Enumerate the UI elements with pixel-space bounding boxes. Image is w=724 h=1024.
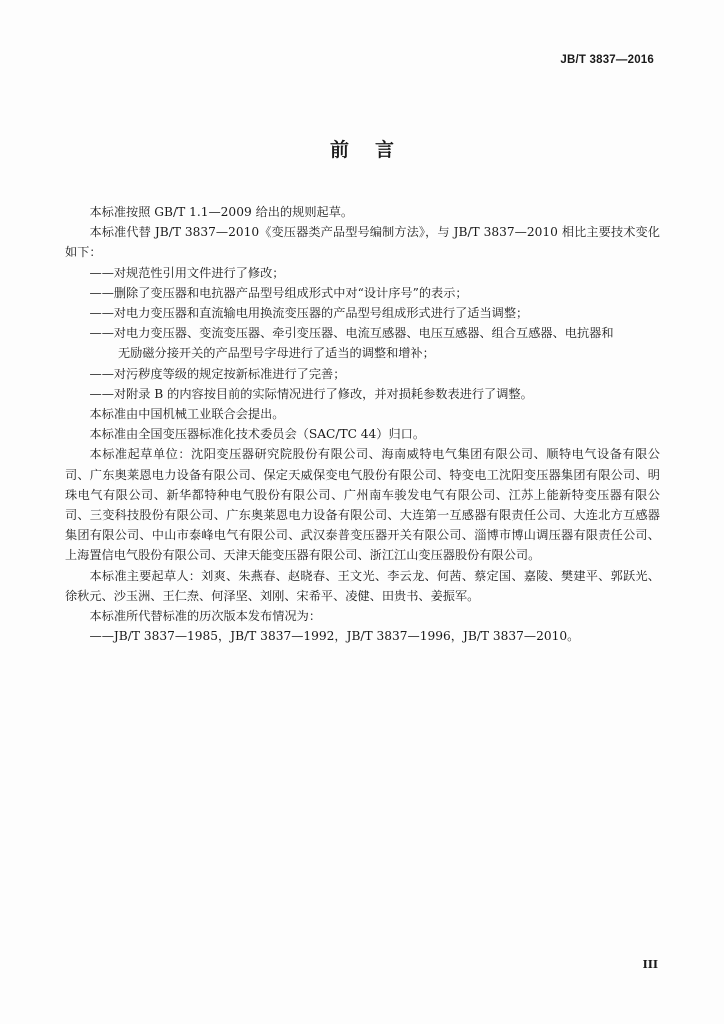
change-item: ——删除了变压器和电抗器产品型号组成形式中对“设计序号”的表示；	[89, 285, 468, 300]
paragraph-history-intro: 本标准所代替标准的历次版本发布情况为：	[89, 609, 322, 624]
change-item: ——对附录 B 的内容按目前的实际情况进行了修改，并对损耗参数表进行了调整。	[89, 386, 533, 401]
paragraph-replaces: 本标准代替 JB/T 3837—2010《变压器类产品型号编制方法》，与 JB/T 3837—2010 相比主要技术变化如下：	[65, 225, 660, 260]
paragraph-drafting-rules: 本标准按照 GB/T 1.1—2009 给出的规则起草。	[89, 205, 354, 219]
change-item: ——对电力变压器、变流变压器、牵引变压器、电流互感器、电压互感器、组合互感器、电抗器和	[89, 326, 614, 341]
change-item: ——对电力变压器和直流输电用换流变压器的产品型号组成形式进行了适当调整；	[89, 306, 529, 321]
paragraph-drafting-units: 本标准起草单位：沈阳变压器研究院股份有限公司、海南威特电气集团有限公司、顺特电气设备有限公司、广东奥莱恩电力设备有限公司、保定天威保变电气股份有限公司、特变电工沈阳变压器集团有限公司、明珠电气有限公司、新华都特种电气股份有限公司、广州南车骏发电气有限公司、江苏上能新特变压器有限公司、三变科技股份有限公司、广东奥莱恩电力设备有限公司、大连第一互感器有限责任公司、大连北方互感器集团有限公司、中山市泰峰电气有限公司、武汉泰普变压器开关有限公司、淄博市博山调压器有限责任公司、上海置信电气股份有限公司、天津天能变压器有限公司、浙江江山变压器股份有限公司。	[65, 447, 660, 563]
paragraph-under-jurisdiction: 本标准由全国变压器标准化技术委员会（SAC/TC 44）归口。	[89, 427, 426, 442]
change-item-continuation: 无励磁分接开关的产品型号字母进行了适当的调整和增补；	[118, 346, 435, 361]
paragraph-proposed-by: 本标准由中国机械工业联合会提出。	[89, 407, 285, 422]
page-number: III	[642, 958, 658, 971]
page-title: 前言	[329, 139, 420, 161]
change-item: ——对规范性引用文件进行了修改；	[89, 265, 285, 280]
document-body	[65, 202, 660, 646]
standard-code: JB/T 3837—2016	[560, 54, 654, 66]
history-item: ——JB/T 3837—1985，JB/T 3837—1992，JB/T 3837—1996，JB/T 3837—2010。	[89, 629, 580, 644]
change-item: ——对污秽度等级的规定按新标准进行了完善；	[89, 366, 346, 381]
paragraph-drafters: 本标准主要起草人：刘爽、朱燕春、赵晓春、王文光、李云龙、何茜、蔡定国、嘉陵、樊建平、郭跃光、徐秋元、沙玉洲、王仁焘、何泽坚、刘刚、宋希平、凌健、田贵书、姜振军。	[65, 568, 660, 603]
